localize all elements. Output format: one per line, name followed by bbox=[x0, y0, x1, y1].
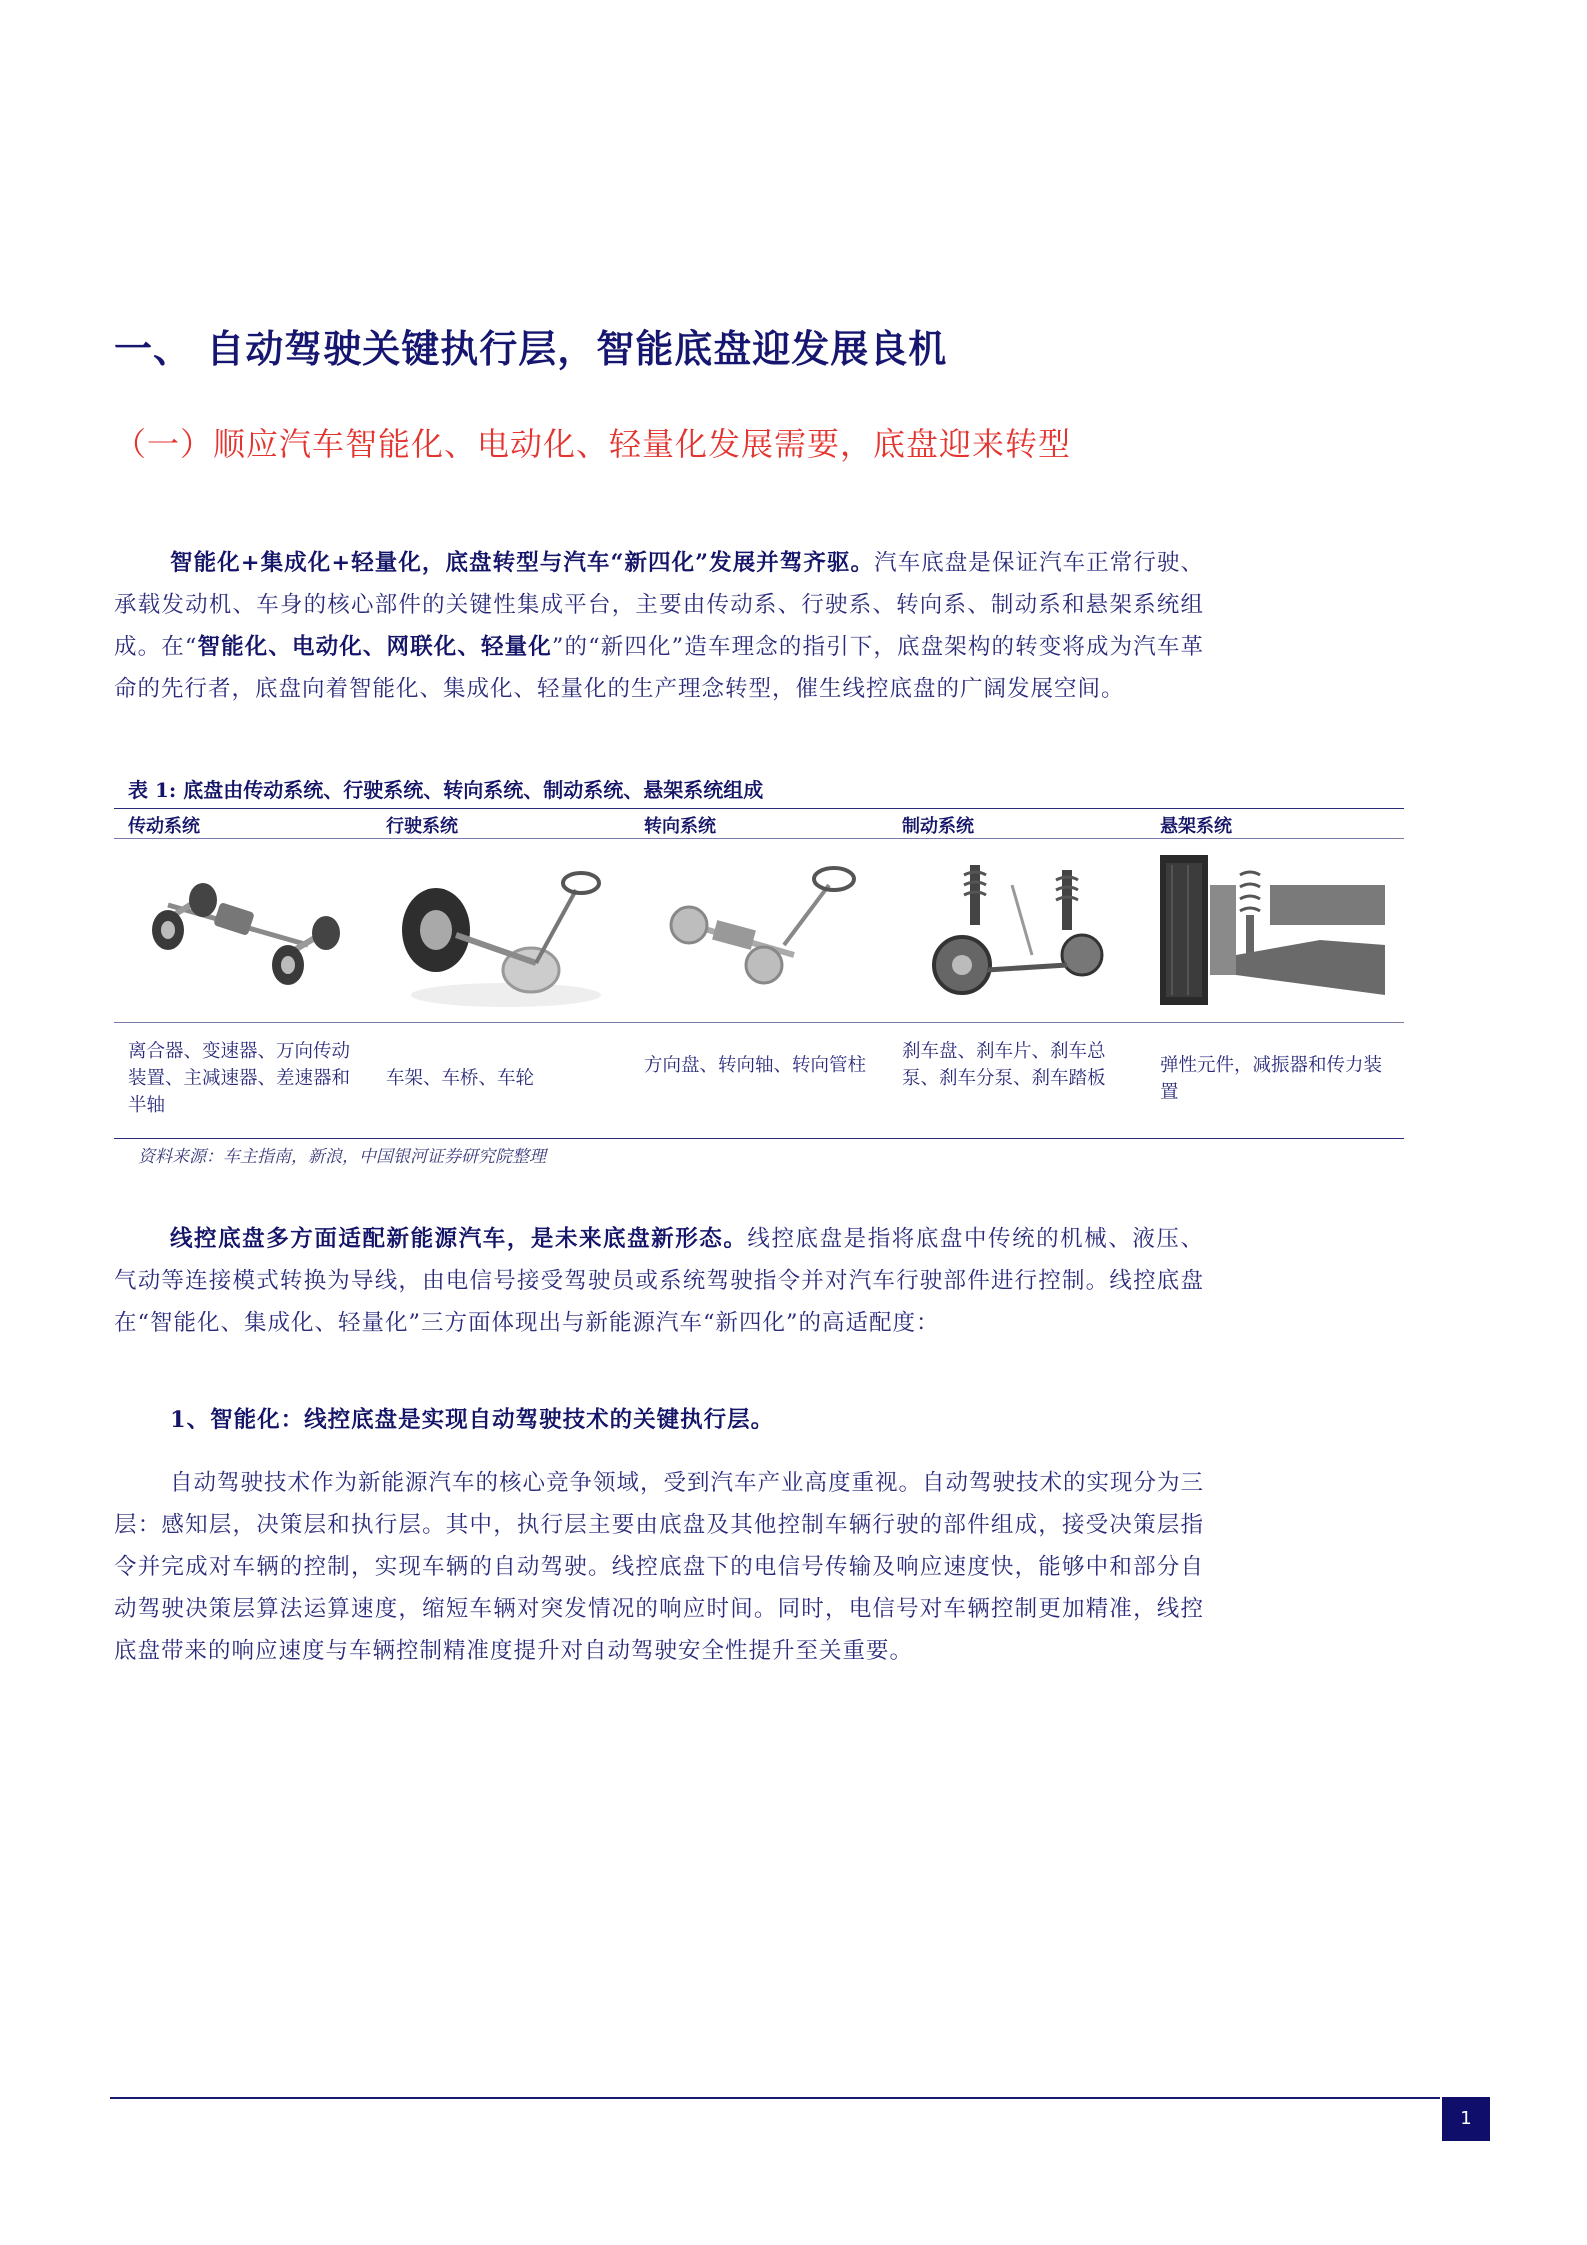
paragraph-text: ”的“新四化”造车理念的指引下，底盘架构的转变将成为汽车革命的先行者，底盘向着智能化、集成化、轻量化的生产理念转型，催生线控底盘的广阔发展空间。 bbox=[114, 634, 1204, 702]
running-system-image bbox=[386, 845, 614, 1015]
table-header-steering: 转向系统 bbox=[644, 816, 716, 837]
paragraph-autonomous-driving: 自动驾驶技术作为新能源汽车的核心竞争领域，受到汽车产业高度重视。自动驾驶技术的实现分为三层：感知层，决策层和执行层。其中，执行层主要由底盘及其他控制车辆行驶的部件组成，接受决策层指令并完成对车辆的控制，实现车辆的自动驾驶。线控底盘下的电信号传输及响应速度快，能够中和部分自动驾驶决策层算法运算速度，缩短车辆对突发情况的响应时间。同时，电信号对车辆控制更加精准，线控底盘带来的响应速度与车辆控制精准度提升对自动驾驶安全性提升至关重要。 bbox=[114, 1470, 1205, 1664]
table-header-rule bbox=[114, 838, 1404, 839]
paragraph-text: 线控底盘是指将底盘中传统的机械、液压、气动等连接模式转换为导线，由电信号接受驾驶员或系统驾驶指令并对汽车行驶部件进行控制。线控底盘在“智能化、集成化、轻量化”三方面体现出与新能源汽车“新四化”的高适配度： bbox=[114, 1226, 1204, 1336]
table-image-rule bbox=[114, 1022, 1404, 1023]
table-top-rule bbox=[114, 808, 1404, 809]
table-header-transmission: 传动系统 bbox=[128, 816, 200, 837]
paragraph-wire-control-chassis bbox=[114, 1218, 1204, 1344]
suspension-system-image bbox=[1160, 845, 1388, 1015]
table-header-braking: 制动系统 bbox=[902, 816, 974, 837]
transmission-system-image bbox=[128, 845, 356, 1015]
numbered-subheading: 1、智能化：线控底盘是实现自动驾驶技术的关键执行层。 bbox=[170, 1407, 775, 1433]
paragraph-text: 汽车底盘是保证汽车正常行驶、承载发动机、车身的核心部件的关键性集成平台，主要由传动系、行驶系、转向系、制动系和悬架系统组成。在“ bbox=[114, 550, 1204, 660]
subsection-heading: （一）顺应汽车智能化、电动化、轻量化发展需要，底盘迎来转型 bbox=[114, 425, 1072, 463]
transmission-components: 离合器、变速器、万向传动装置、主减速器、差速器和半轴 bbox=[128, 1041, 351, 1116]
table-header-running: 行驶系统 bbox=[386, 816, 458, 837]
footer-rule bbox=[110, 2097, 1440, 2099]
table-caption: 表 1: 底盘由传动系统、行驶系统、转向系统、制动系统、悬架系统组成 bbox=[128, 778, 764, 802]
section-heading: 一、 自动驾驶关键执行层，智能底盘迎发展良机 bbox=[114, 327, 948, 371]
paragraph-lead: 智能化+集成化+轻量化，底盘转型与汽车“新四化”发展并驾齐驱。 bbox=[170, 550, 875, 576]
suspension-components: 弹性元件，减振器和传力装置 bbox=[1160, 1055, 1383, 1103]
page-number: 1 bbox=[1442, 2097, 1490, 2141]
table-header-suspension: 悬架系统 bbox=[1160, 816, 1232, 837]
steering-system-image bbox=[644, 845, 872, 1015]
braking-components: 刹车盘、刹车片、刹车总泵、刹车分泵、刹车踏板 bbox=[902, 1041, 1106, 1089]
table-bottom-rule bbox=[114, 1138, 1404, 1139]
paragraph-lead: 线控底盘多方面适配新能源汽车，是未来底盘新形态。 bbox=[170, 1226, 748, 1252]
paragraph-emphasis: 智能化、电动化、网联化、轻量化 bbox=[197, 634, 552, 660]
braking-system-image bbox=[902, 845, 1130, 1015]
paragraph-chassis-transformation bbox=[114, 542, 1204, 710]
steering-components: 方向盘、转向轴、转向管柱 bbox=[644, 1055, 867, 1076]
table-source: 资料来源：车主指南，新浪，中国银河证券研究院整理 bbox=[138, 1147, 546, 1167]
running-components: 车架、车桥、车轮 bbox=[386, 1068, 535, 1089]
